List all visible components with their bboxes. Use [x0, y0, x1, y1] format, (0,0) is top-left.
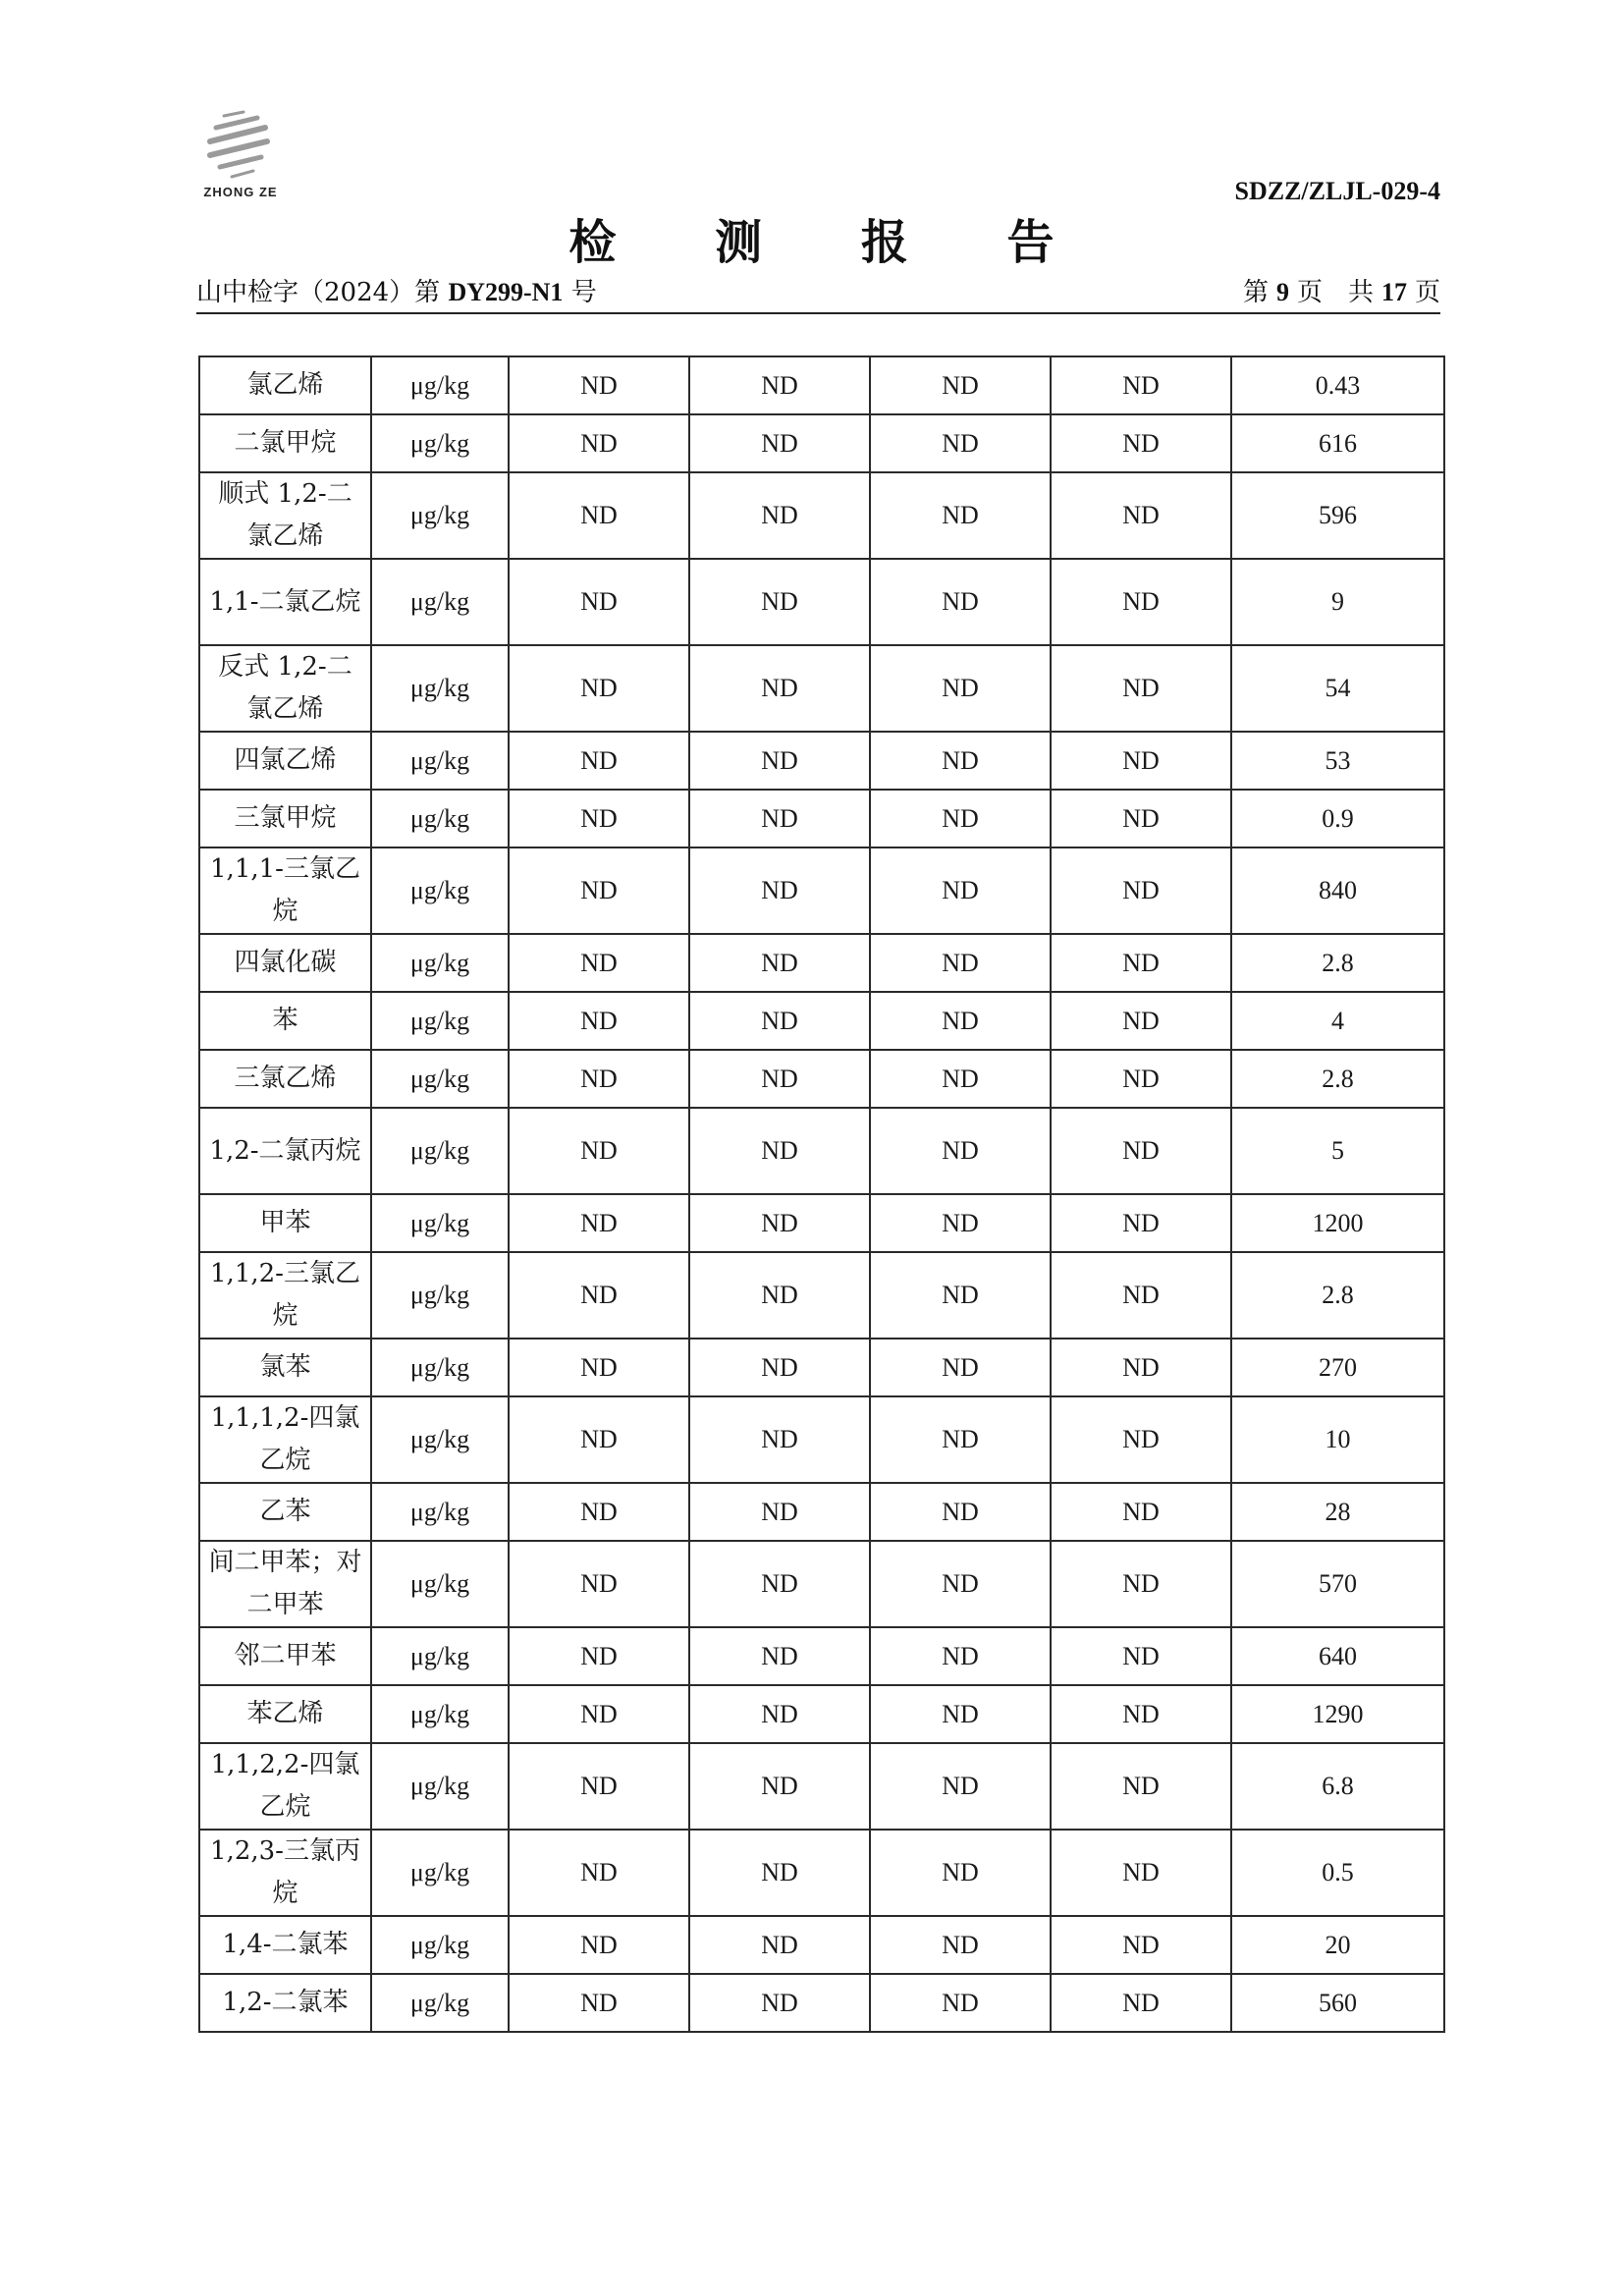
result-1-cell: ND	[509, 645, 689, 732]
result-2-cell: ND	[689, 1050, 870, 1108]
table-row	[199, 1194, 1444, 1252]
result-3-cell: ND	[870, 1194, 1051, 1252]
result-1-cell: ND	[509, 992, 689, 1050]
table-row	[199, 992, 1444, 1050]
limit-value-cell: 0.43	[1231, 356, 1444, 414]
result-4-cell: ND	[1051, 847, 1231, 934]
result-4-cell: ND	[1051, 1050, 1231, 1108]
result-2-cell: ND	[689, 1541, 870, 1627]
result-1-cell: ND	[509, 1685, 689, 1743]
result-2-cell: ND	[689, 1830, 870, 1916]
result-2-cell: ND	[689, 1916, 870, 1974]
result-2-cell: ND	[689, 472, 870, 559]
limit-value-cell: 1200	[1231, 1194, 1444, 1252]
result-3-cell: ND	[870, 356, 1051, 414]
result-3-cell: ND	[870, 1830, 1051, 1916]
analyte-name-cell: 邻二甲苯	[199, 1627, 371, 1685]
unit-cell: μg/kg	[371, 645, 509, 732]
table-row	[199, 1685, 1444, 1743]
result-3-cell: ND	[870, 1396, 1051, 1483]
result-2-cell: ND	[689, 790, 870, 847]
limit-value-cell: 53	[1231, 732, 1444, 790]
table-row	[199, 1396, 1444, 1483]
table-row	[199, 1108, 1444, 1194]
limit-value-cell: 1290	[1231, 1685, 1444, 1743]
result-1-cell: ND	[509, 790, 689, 847]
unit-cell: μg/kg	[371, 1541, 509, 1627]
result-1-cell: ND	[509, 559, 689, 645]
limit-value-cell: 28	[1231, 1483, 1444, 1541]
limit-value-cell: 5	[1231, 1108, 1444, 1194]
result-3-cell: ND	[870, 934, 1051, 992]
table-row	[199, 356, 1444, 414]
table-row	[199, 1339, 1444, 1396]
result-3-cell: ND	[870, 1541, 1051, 1627]
report-subheader	[196, 273, 1440, 314]
page-label-post: 页	[1414, 278, 1440, 307]
analyte-name-cell: 反式 1,2-二氯乙烯	[199, 645, 371, 732]
page-label-pre: 第	[1242, 278, 1269, 307]
result-3-cell: ND	[870, 732, 1051, 790]
limit-value-cell: 570	[1231, 1541, 1444, 1627]
result-1-cell: ND	[509, 414, 689, 472]
result-4-cell: ND	[1051, 992, 1231, 1050]
result-1-cell: ND	[509, 847, 689, 934]
result-4-cell: ND	[1051, 414, 1231, 472]
result-3-cell: ND	[870, 1483, 1051, 1541]
result-4-cell: ND	[1051, 1194, 1231, 1252]
table-row	[199, 847, 1444, 934]
company-logo	[196, 110, 285, 208]
page-total: 17	[1380, 278, 1407, 306]
report-number-prefix: 山中检字（2024）第	[196, 278, 441, 307]
result-2-cell: ND	[689, 1339, 870, 1396]
unit-cell: μg/kg	[371, 1252, 509, 1339]
unit-cell: μg/kg	[371, 1339, 509, 1396]
analyte-name-cell: 氯苯	[199, 1339, 371, 1396]
result-1-cell: ND	[509, 1108, 689, 1194]
limit-value-cell: 10	[1231, 1396, 1444, 1483]
table-row	[199, 1916, 1444, 1974]
result-1-cell: ND	[509, 472, 689, 559]
limit-value-cell: 6.8	[1231, 1743, 1444, 1830]
result-3-cell: ND	[870, 1743, 1051, 1830]
result-2-cell: ND	[689, 1108, 870, 1194]
unit-cell: μg/kg	[371, 559, 509, 645]
limit-value-cell: 2.8	[1231, 1252, 1444, 1339]
table-row	[199, 414, 1444, 472]
result-2-cell: ND	[689, 847, 870, 934]
result-1-cell: ND	[509, 1483, 689, 1541]
analyte-name-cell: 1,1-二氯乙烷	[199, 559, 371, 645]
analyte-name-cell: 顺式 1,2-二氯乙烯	[199, 472, 371, 559]
page-indicator	[1243, 272, 1440, 308]
result-3-cell: ND	[870, 847, 1051, 934]
result-1-cell: ND	[509, 1396, 689, 1483]
unit-cell: μg/kg	[371, 1916, 509, 1974]
analyte-name-cell: 三氯乙烯	[199, 1050, 371, 1108]
result-2-cell: ND	[689, 414, 870, 472]
analyte-name-cell: 1,2,3-三氯丙烷	[199, 1830, 371, 1916]
result-2-cell: ND	[689, 356, 870, 414]
table-row	[199, 1541, 1444, 1627]
result-2-cell: ND	[689, 1974, 870, 2032]
page-label-mid: 页	[1296, 278, 1323, 307]
table-row	[199, 1743, 1444, 1830]
unit-cell: μg/kg	[371, 1743, 509, 1830]
page-title: 检 测 报 告	[568, 215, 1096, 270]
result-2-cell: ND	[689, 1743, 870, 1830]
result-3-cell: ND	[870, 1108, 1051, 1194]
unit-cell: μg/kg	[371, 1830, 509, 1916]
result-3-cell: ND	[870, 992, 1051, 1050]
table-row	[199, 1252, 1444, 1339]
result-1-cell: ND	[509, 1627, 689, 1685]
document-code: SDZZ/ZLJL-029-4	[1234, 177, 1440, 205]
analyte-name-cell: 间二甲苯；对二甲苯	[199, 1541, 371, 1627]
table-row	[199, 1627, 1444, 1685]
result-1-cell: ND	[509, 1541, 689, 1627]
result-2-cell: ND	[689, 559, 870, 645]
analyte-name-cell: 苯	[199, 992, 371, 1050]
limit-value-cell: 270	[1231, 1339, 1444, 1396]
analyte-name-cell: 1,2-二氯苯	[199, 1974, 371, 2032]
unit-cell: μg/kg	[371, 1050, 509, 1108]
results-table-body	[199, 356, 1444, 2032]
limit-value-cell: 596	[1231, 472, 1444, 559]
unit-cell: μg/kg	[371, 732, 509, 790]
unit-cell: μg/kg	[371, 1396, 509, 1483]
limit-value-cell: 616	[1231, 414, 1444, 472]
unit-cell: μg/kg	[371, 1483, 509, 1541]
result-2-cell: ND	[689, 934, 870, 992]
results-table	[198, 355, 1445, 2033]
analyte-name-cell: 二氯甲烷	[199, 414, 371, 472]
unit-cell: μg/kg	[371, 1974, 509, 2032]
limit-value-cell: 640	[1231, 1627, 1444, 1685]
analyte-name-cell: 1,2-二氯丙烷	[199, 1108, 371, 1194]
result-2-cell: ND	[689, 645, 870, 732]
unit-cell: μg/kg	[371, 472, 509, 559]
table-row	[199, 1974, 1444, 2032]
report-number	[196, 272, 597, 308]
result-4-cell: ND	[1051, 1339, 1231, 1396]
table-row	[199, 790, 1444, 847]
result-3-cell: ND	[870, 1339, 1051, 1396]
result-4-cell: ND	[1051, 1916, 1231, 1974]
result-2-cell: ND	[689, 1483, 870, 1541]
unit-cell: μg/kg	[371, 790, 509, 847]
result-4-cell: ND	[1051, 645, 1231, 732]
result-3-cell: ND	[870, 1685, 1051, 1743]
table-row	[199, 1830, 1444, 1916]
result-3-cell: ND	[870, 559, 1051, 645]
result-2-cell: ND	[689, 1627, 870, 1685]
unit-cell: μg/kg	[371, 934, 509, 992]
result-4-cell: ND	[1051, 1974, 1231, 2032]
result-1-cell: ND	[509, 356, 689, 414]
analyte-name-cell: 苯乙烯	[199, 1685, 371, 1743]
table-row	[199, 559, 1444, 645]
result-4-cell: ND	[1051, 1830, 1231, 1916]
result-4-cell: ND	[1051, 356, 1231, 414]
limit-value-cell: 2.8	[1231, 1050, 1444, 1108]
result-3-cell: ND	[870, 1252, 1051, 1339]
analyte-name-cell: 1,1,2-三氯乙烷	[199, 1252, 371, 1339]
result-4-cell: ND	[1051, 472, 1231, 559]
result-4-cell: ND	[1051, 1627, 1231, 1685]
result-3-cell: ND	[870, 472, 1051, 559]
result-1-cell: ND	[509, 1743, 689, 1830]
table-row	[199, 934, 1444, 992]
limit-value-cell: 4	[1231, 992, 1444, 1050]
unit-cell: μg/kg	[371, 847, 509, 934]
analyte-name-cell: 1,4-二氯苯	[199, 1916, 371, 1974]
table-row	[199, 645, 1444, 732]
result-4-cell: ND	[1051, 1685, 1231, 1743]
result-2-cell: ND	[689, 1685, 870, 1743]
limit-value-cell: 840	[1231, 847, 1444, 934]
table-row	[199, 472, 1444, 559]
limit-value-cell: 0.5	[1231, 1830, 1444, 1916]
result-1-cell: ND	[509, 1916, 689, 1974]
result-1-cell: ND	[509, 1974, 689, 2032]
result-1-cell: ND	[509, 732, 689, 790]
unit-cell: μg/kg	[371, 356, 509, 414]
report-number-suffix: 号	[570, 278, 597, 307]
result-4-cell: ND	[1051, 1108, 1231, 1194]
logo-text: ZHONG ZE	[203, 185, 278, 199]
result-2-cell: ND	[689, 1194, 870, 1252]
analyte-name-cell: 1,1,1-三氯乙烷	[199, 847, 371, 934]
table-row	[199, 732, 1444, 790]
result-1-cell: ND	[509, 1050, 689, 1108]
limit-value-cell: 54	[1231, 645, 1444, 732]
analyte-name-cell: 四氯乙烯	[199, 732, 371, 790]
analyte-name-cell: 氯乙烯	[199, 356, 371, 414]
analyte-name-cell: 乙苯	[199, 1483, 371, 1541]
result-2-cell: ND	[689, 1252, 870, 1339]
result-3-cell: ND	[870, 1974, 1051, 2032]
result-4-cell: ND	[1051, 1396, 1231, 1483]
analyte-name-cell: 甲苯	[199, 1194, 371, 1252]
result-2-cell: ND	[689, 1396, 870, 1483]
report-number-id: DY299-N1	[448, 278, 564, 306]
unit-cell: μg/kg	[371, 1627, 509, 1685]
result-3-cell: ND	[870, 1050, 1051, 1108]
result-3-cell: ND	[870, 790, 1051, 847]
logo-stripes-icon	[196, 110, 285, 185]
limit-value-cell: 20	[1231, 1916, 1444, 1974]
result-4-cell: ND	[1051, 790, 1231, 847]
limit-value-cell: 0.9	[1231, 790, 1444, 847]
analyte-name-cell: 1,1,1,2-四氯乙烷	[199, 1396, 371, 1483]
unit-cell: μg/kg	[371, 414, 509, 472]
result-1-cell: ND	[509, 934, 689, 992]
page-current: 9	[1275, 278, 1289, 306]
result-1-cell: ND	[509, 1339, 689, 1396]
result-3-cell: ND	[870, 645, 1051, 732]
analyte-name-cell: 四氯化碳	[199, 934, 371, 992]
result-1-cell: ND	[509, 1252, 689, 1339]
analyte-name-cell: 三氯甲烷	[199, 790, 371, 847]
result-3-cell: ND	[870, 414, 1051, 472]
result-4-cell: ND	[1051, 934, 1231, 992]
result-2-cell: ND	[689, 732, 870, 790]
result-4-cell: ND	[1051, 559, 1231, 645]
limit-value-cell: 560	[1231, 1974, 1444, 2032]
unit-cell: μg/kg	[371, 1108, 509, 1194]
table-row	[199, 1050, 1444, 1108]
result-1-cell: ND	[509, 1194, 689, 1252]
page-label-total-pre: 共	[1347, 278, 1374, 307]
limit-value-cell: 2.8	[1231, 934, 1444, 992]
result-3-cell: ND	[870, 1627, 1051, 1685]
limit-value-cell: 9	[1231, 559, 1444, 645]
result-3-cell: ND	[870, 1916, 1051, 1974]
analyte-name-cell: 1,1,2,2-四氯乙烷	[199, 1743, 371, 1830]
result-4-cell: ND	[1051, 1483, 1231, 1541]
table-row	[199, 1483, 1444, 1541]
result-2-cell: ND	[689, 992, 870, 1050]
unit-cell: μg/kg	[371, 992, 509, 1050]
result-4-cell: ND	[1051, 1541, 1231, 1627]
result-4-cell: ND	[1051, 1252, 1231, 1339]
unit-cell: μg/kg	[371, 1685, 509, 1743]
result-1-cell: ND	[509, 1830, 689, 1916]
unit-cell: μg/kg	[371, 1194, 509, 1252]
result-4-cell: ND	[1051, 1743, 1231, 1830]
result-4-cell: ND	[1051, 732, 1231, 790]
